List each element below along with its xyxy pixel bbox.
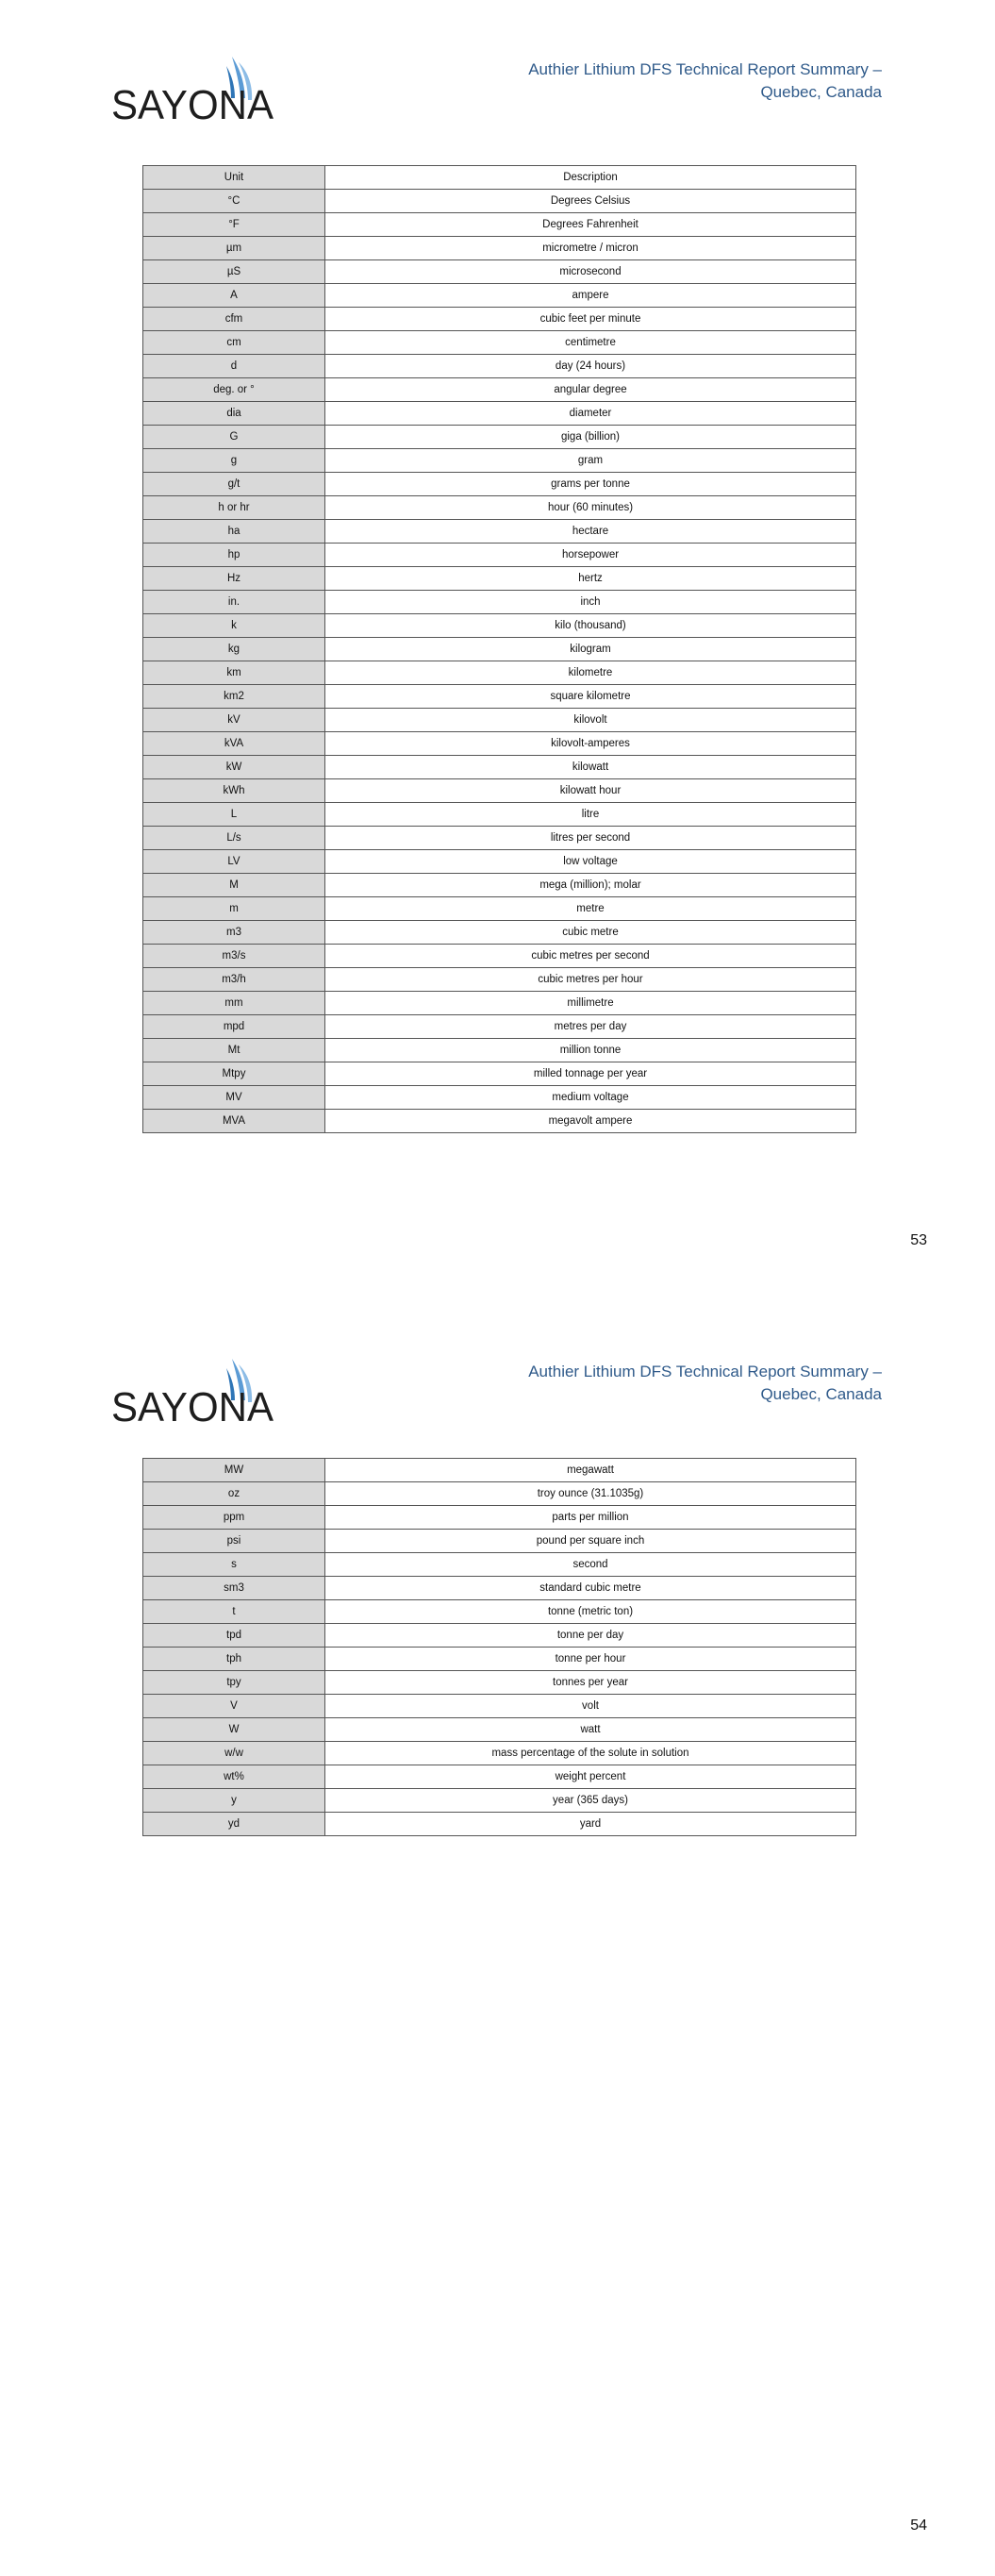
unit-cell: g (143, 449, 325, 473)
table-row (143, 1530, 856, 1553)
table-row (143, 166, 856, 190)
table-row (143, 591, 856, 614)
description-cell: cubic metres per hour (325, 968, 856, 992)
description-cell: parts per million (325, 1506, 856, 1530)
table-row (143, 426, 856, 449)
unit-cell: tpy (143, 1671, 325, 1695)
table-row (143, 1086, 856, 1110)
unit-cell: in. (143, 591, 325, 614)
unit-cell: µm (143, 237, 325, 260)
description-cell: Degrees Celsius (325, 190, 856, 213)
unit-cell: Hz (143, 567, 325, 591)
unit-cell: °C (143, 190, 325, 213)
description-cell: microsecond (325, 260, 856, 284)
table-row (143, 1789, 856, 1813)
unit-cell: L (143, 803, 325, 827)
unit-cell: km2 (143, 685, 325, 709)
description-cell: litre (325, 803, 856, 827)
unit-cell: y (143, 1789, 325, 1813)
description-cell: inch (325, 591, 856, 614)
description-cell: million tonne (325, 1039, 856, 1062)
table-row (143, 1742, 856, 1765)
table-row (143, 1813, 856, 1836)
description-cell: micrometre / micron (325, 237, 856, 260)
table-row (143, 827, 856, 850)
table-row (143, 284, 856, 308)
page-number: 53 (910, 1232, 927, 1248)
unit-cell: tpd (143, 1624, 325, 1648)
unit-cell: Mt (143, 1039, 325, 1062)
description-cell: millimetre (325, 992, 856, 1015)
description-cell: litres per second (325, 827, 856, 850)
description-cell: watt (325, 1718, 856, 1742)
description-cell: tonne per hour (325, 1648, 856, 1671)
unit-cell: Mtpy (143, 1062, 325, 1086)
unit-cell: °F (143, 213, 325, 237)
table-row (143, 1765, 856, 1789)
unit-cell: M (143, 874, 325, 897)
unit-cell: km (143, 661, 325, 685)
description-cell: megavolt ampere (325, 1110, 856, 1133)
description-cell: square kilometre (325, 685, 856, 709)
description-cell: cubic metres per second (325, 945, 856, 968)
unit-cell: ppm (143, 1506, 325, 1530)
report-title-line-1: Authier Lithium DFS Technical Report Summary – (528, 1363, 882, 1380)
table-row (143, 1506, 856, 1530)
description-cell: milled tonnage per year (325, 1062, 856, 1086)
unit-cell: mm (143, 992, 325, 1015)
description-cell: tonne (metric ton) (325, 1600, 856, 1624)
table-row (143, 496, 856, 520)
unit-cell: tph (143, 1648, 325, 1671)
unit-cell: cm (143, 331, 325, 355)
unit-cell: s (143, 1553, 325, 1577)
report-title-line-1: Authier Lithium DFS Technical Report Summary – (528, 60, 882, 78)
unit-cell: w/w (143, 1742, 325, 1765)
unit-cell: k (143, 614, 325, 638)
description-cell: pound per square inch (325, 1530, 856, 1553)
abbreviations-table (142, 165, 856, 1133)
abbreviations-table (142, 1458, 856, 1836)
unit-cell: L/s (143, 827, 325, 850)
unit-cell: g/t (143, 473, 325, 496)
table-row (143, 355, 856, 378)
description-cell: day (24 hours) (325, 355, 856, 378)
table-row (143, 520, 856, 544)
table-row (143, 1695, 856, 1718)
description-cell: volt (325, 1695, 856, 1718)
table-row (143, 897, 856, 921)
description-cell: mega (million); molar (325, 874, 856, 897)
table-row (143, 1039, 856, 1062)
table-row (143, 213, 856, 237)
unit-cell: oz (143, 1482, 325, 1506)
description-cell: angular degree (325, 378, 856, 402)
table-row (143, 1062, 856, 1086)
description-cell: hectare (325, 520, 856, 544)
table-row (143, 237, 856, 260)
description-cell: yard (325, 1813, 856, 1836)
report-title (486, 59, 882, 104)
description-cell: cubic feet per minute (325, 308, 856, 331)
unit-cell: Unit (143, 166, 325, 190)
unit-cell: cfm (143, 308, 325, 331)
description-cell: kilowatt (325, 756, 856, 779)
description-cell: Degrees Fahrenheit (325, 213, 856, 237)
logo-text: SAYONA (111, 1384, 274, 1425)
sayona-logo (111, 57, 276, 123)
description-cell: tonne per day (325, 1624, 856, 1648)
report-title (486, 1361, 882, 1406)
description-cell: kilovolt (325, 709, 856, 732)
table-row (143, 921, 856, 945)
description-cell: gram (325, 449, 856, 473)
description-cell: metres per day (325, 1015, 856, 1039)
table-row (143, 874, 856, 897)
table-row (143, 190, 856, 213)
unit-cell: h or hr (143, 496, 325, 520)
table-row (143, 1110, 856, 1133)
description-cell: ampere (325, 284, 856, 308)
unit-cell: kV (143, 709, 325, 732)
unit-cell: kg (143, 638, 325, 661)
unit-cell: m (143, 897, 325, 921)
table-row (143, 709, 856, 732)
description-cell: standard cubic metre (325, 1577, 856, 1600)
table-row (143, 1718, 856, 1742)
description-cell: metre (325, 897, 856, 921)
description-cell: kilovolt-amperes (325, 732, 856, 756)
unit-cell: m3/s (143, 945, 325, 968)
table-row (143, 779, 856, 803)
table-row (143, 1600, 856, 1624)
description-cell: medium voltage (325, 1086, 856, 1110)
unit-cell: d (143, 355, 325, 378)
table-row (143, 567, 856, 591)
document-page-54 (0, 1302, 995, 2576)
unit-cell: µS (143, 260, 325, 284)
table-row (143, 544, 856, 567)
unit-cell: hp (143, 544, 325, 567)
report-title-line-2: Quebec, Canada (760, 83, 882, 101)
table-row (143, 1482, 856, 1506)
unit-cell: dia (143, 402, 325, 426)
description-cell: megawatt (325, 1459, 856, 1482)
logo-text: SAYONA (111, 82, 274, 123)
unit-cell: ha (143, 520, 325, 544)
unit-cell: LV (143, 850, 325, 874)
description-cell: Description (325, 166, 856, 190)
table-row (143, 803, 856, 827)
description-cell: year (365 days) (325, 1789, 856, 1813)
description-cell: kilometre (325, 661, 856, 685)
table-row (143, 449, 856, 473)
description-cell: tonnes per year (325, 1671, 856, 1695)
unit-cell: V (143, 1695, 325, 1718)
description-cell: cubic metre (325, 921, 856, 945)
description-cell: giga (billion) (325, 426, 856, 449)
description-cell: kilowatt hour (325, 779, 856, 803)
description-cell: hour (60 minutes) (325, 496, 856, 520)
description-cell: grams per tonne (325, 473, 856, 496)
table-row (143, 378, 856, 402)
table-row (143, 968, 856, 992)
description-cell: kilo (thousand) (325, 614, 856, 638)
unit-cell: m3 (143, 921, 325, 945)
unit-cell: W (143, 1718, 325, 1742)
table-row (143, 945, 856, 968)
unit-cell: wt% (143, 1765, 325, 1789)
description-cell: horsepower (325, 544, 856, 567)
unit-cell: mpd (143, 1015, 325, 1039)
description-cell: kilogram (325, 638, 856, 661)
sayona-logo (111, 1359, 276, 1425)
table-row (143, 614, 856, 638)
unit-cell: sm3 (143, 1577, 325, 1600)
report-title-line-2: Quebec, Canada (760, 1385, 882, 1403)
table-row (143, 732, 856, 756)
table-row (143, 260, 856, 284)
page-number: 54 (910, 2517, 927, 2534)
table-row (143, 1459, 856, 1482)
table-row (143, 1577, 856, 1600)
description-cell: hertz (325, 567, 856, 591)
table-row (143, 992, 856, 1015)
description-cell: second (325, 1553, 856, 1577)
description-cell: diameter (325, 402, 856, 426)
table-row (143, 1624, 856, 1648)
unit-cell: t (143, 1600, 325, 1624)
table-row (143, 473, 856, 496)
unit-cell: A (143, 284, 325, 308)
description-cell: low voltage (325, 850, 856, 874)
table-row (143, 756, 856, 779)
unit-cell: deg. or ° (143, 378, 325, 402)
description-cell: mass percentage of the solute in solution (325, 1742, 856, 1765)
unit-cell: MW (143, 1459, 325, 1482)
table-row (143, 1671, 856, 1695)
table-row (143, 685, 856, 709)
unit-cell: MV (143, 1086, 325, 1110)
table-row (143, 638, 856, 661)
description-cell: weight percent (325, 1765, 856, 1789)
unit-cell: m3/h (143, 968, 325, 992)
table-row (143, 850, 856, 874)
unit-cell: G (143, 426, 325, 449)
unit-cell: MVA (143, 1110, 325, 1133)
table-row (143, 308, 856, 331)
table-row (143, 1553, 856, 1577)
unit-cell: psi (143, 1530, 325, 1553)
table-row (143, 402, 856, 426)
description-cell: troy ounce (31.1035g) (325, 1482, 856, 1506)
unit-cell: kW (143, 756, 325, 779)
table-row (143, 1015, 856, 1039)
table-row (143, 661, 856, 685)
table-row (143, 331, 856, 355)
description-cell: centimetre (325, 331, 856, 355)
unit-cell: kWh (143, 779, 325, 803)
unit-cell: kVA (143, 732, 325, 756)
unit-cell: yd (143, 1813, 325, 1836)
table-row (143, 1648, 856, 1671)
